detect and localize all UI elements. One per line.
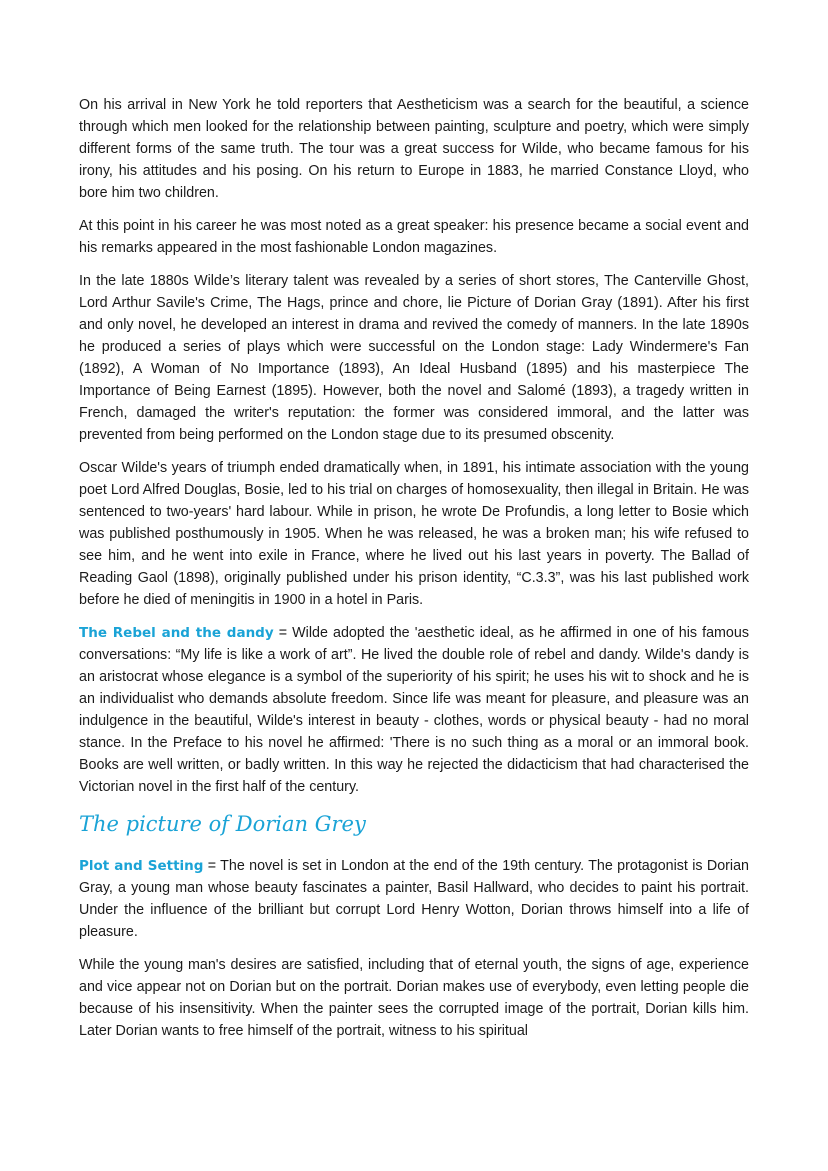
paragraph-rebel-dandy [79, 622, 749, 798]
rebel-dandy-heading: The Rebel and the dandy [79, 625, 274, 641]
document-page [79, 94, 749, 1053]
paragraph-new-york: On his arrival in New York he told reporters that Aestheticism was a search for the beautiful, a science through which men looked for the relationship between painting, sculpture and poetry, which were simply different forms of the same truth. The tour was a great success for Wilde, who became famous for his irony, his attitudes and his posing. On his return to Europe in 1883, he married Constance Lloyd, who bore him two children. [79, 97, 749, 201]
plot-setting-text: = The novel is set in London at the end of the 19th century. The protagonist is Dorian Gray, a young man whose beauty fascinates a painter, Basil Hallward, who decides to paint his portrait. Under the influence of the brilliant but corrupt Lord Henry Wotton, Dorian throws himself into a life of pleasure. [79, 858, 749, 940]
paragraph-speaker: At this point in his career he was most noted as a great speaker: his presence became a social event and his remarks appeared in the most fashionable London magazines. [79, 218, 749, 256]
paragraph-trial: Oscar Wilde's years of triumph ended dramatically when, in 1891, his intimate association with the young poet Lord Alfred Douglas, Bosie, led to his trial on charges of homosexuality, then illegal in Britain. He was sentenced to two-years' hard labour. While in prison, he wrote De Profundis, a long letter to Bosie which was published posthumously in 1905. When he was released, he was a broken man; his wife refused to see him, and he went into exile in France, where he lived out his last years in poverty. The Ballad of Reading Gaol (1898), originally published under his prison identity, “C.3.3”, was his last published work before he died of meningitis in 1900 in a hotel in Paris. [79, 460, 749, 608]
rebel-dandy-text: = Wilde adopted the 'aesthetic ideal, as he affirmed in one of his famous conversations: “My life is like a work of art”. He lived the double role of rebel and dandy. Wilde's dandy is an aristocrat whose elegance is a symbol of the superiority of his spirit; he uses his wit to shock and he is an individualist who demands absolute freedom. Since life was meant for pleasure, and pleasure was an indulgence in the beautiful, Wilde's interest in beauty - clothes, words or physical beauty - had no moral stance. In the Preface to his novel he affirmed: 'There is no such thing as a moral or an immoral book. Books are well written, or badly written. In this way he rejected the didacticism that had characterised the Victorian novel in the first half of the century. [79, 625, 749, 795]
paragraph-literary-talent: In the late 1880s Wilde’s literary talent was revealed by a series of short stores, The Canterville Ghost, Lord Arthur Savile's Crime, The Hags, prince and chore, lie Picture of Dorian Gray (1891). After his first and only novel, he developed an interest in drama and revived the comedy of manners. In the late 1890s he produced a series of plays which were successful on the London stage: Lady Windermere's Fan (1892), A Woman of No Importance (1893), An Ideal Husband (1895) and his masterpiece The Importance of Being Earnest (1895). However, both the novel and Salomé (1893), a tragedy written in French, damaged the writer's reputation: the former was considered immoral, and the latter was prevented from being performed on the London stage due to its presumed obscenity. [79, 273, 749, 443]
section-title: The picture of Dorian Grey [79, 812, 366, 836]
paragraph-plot-setting [79, 855, 749, 943]
plot-setting-heading: Plot and Setting [79, 858, 204, 874]
paragraph-portrait: While the young man's desires are satisfied, including that of eternal youth, the signs of age, experience and vice appear not on Dorian but on the portrait. Dorian makes use of everybody, even letting people die because of his insensitivity. When the painter sees the corrupted image of the portrait, Dorian kills him. Later Dorian wants to free himself of the portrait, witness to his spiritual [79, 957, 749, 1039]
